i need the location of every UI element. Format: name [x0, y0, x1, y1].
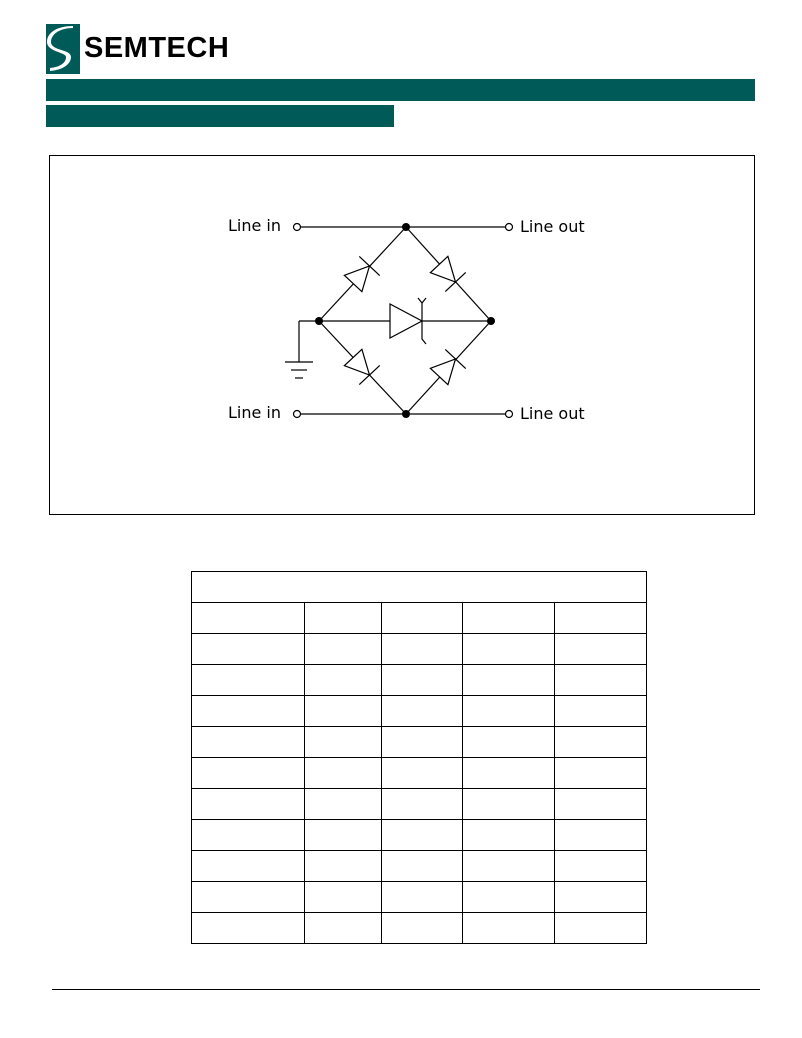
terminal-line-out-bottom	[506, 411, 513, 418]
label-line-in-top: Line in	[228, 216, 282, 235]
terminal-line-out-top	[506, 224, 513, 231]
header-band-short	[46, 105, 394, 127]
brand-wordmark: SEMTECH	[84, 32, 230, 64]
tvs-diode-icon	[390, 298, 426, 344]
label-line-out-bottom: Line out	[520, 404, 585, 423]
circuit-diagram	[50, 156, 756, 516]
label-line-out-top: Line out	[520, 217, 585, 236]
spec-table-grid	[191, 571, 647, 945]
terminal-line-in-bottom	[294, 411, 301, 418]
steering-diode-icon	[343, 348, 380, 385]
semtech-logo-icon	[46, 24, 80, 74]
label-line-in-bottom: Line in	[228, 403, 282, 422]
header-band-wide	[46, 79, 755, 101]
circuit-diagram-frame	[49, 155, 755, 515]
spec-table	[191, 571, 647, 945]
terminal-line-in-top	[294, 224, 301, 231]
footer-rule	[52, 989, 760, 990]
